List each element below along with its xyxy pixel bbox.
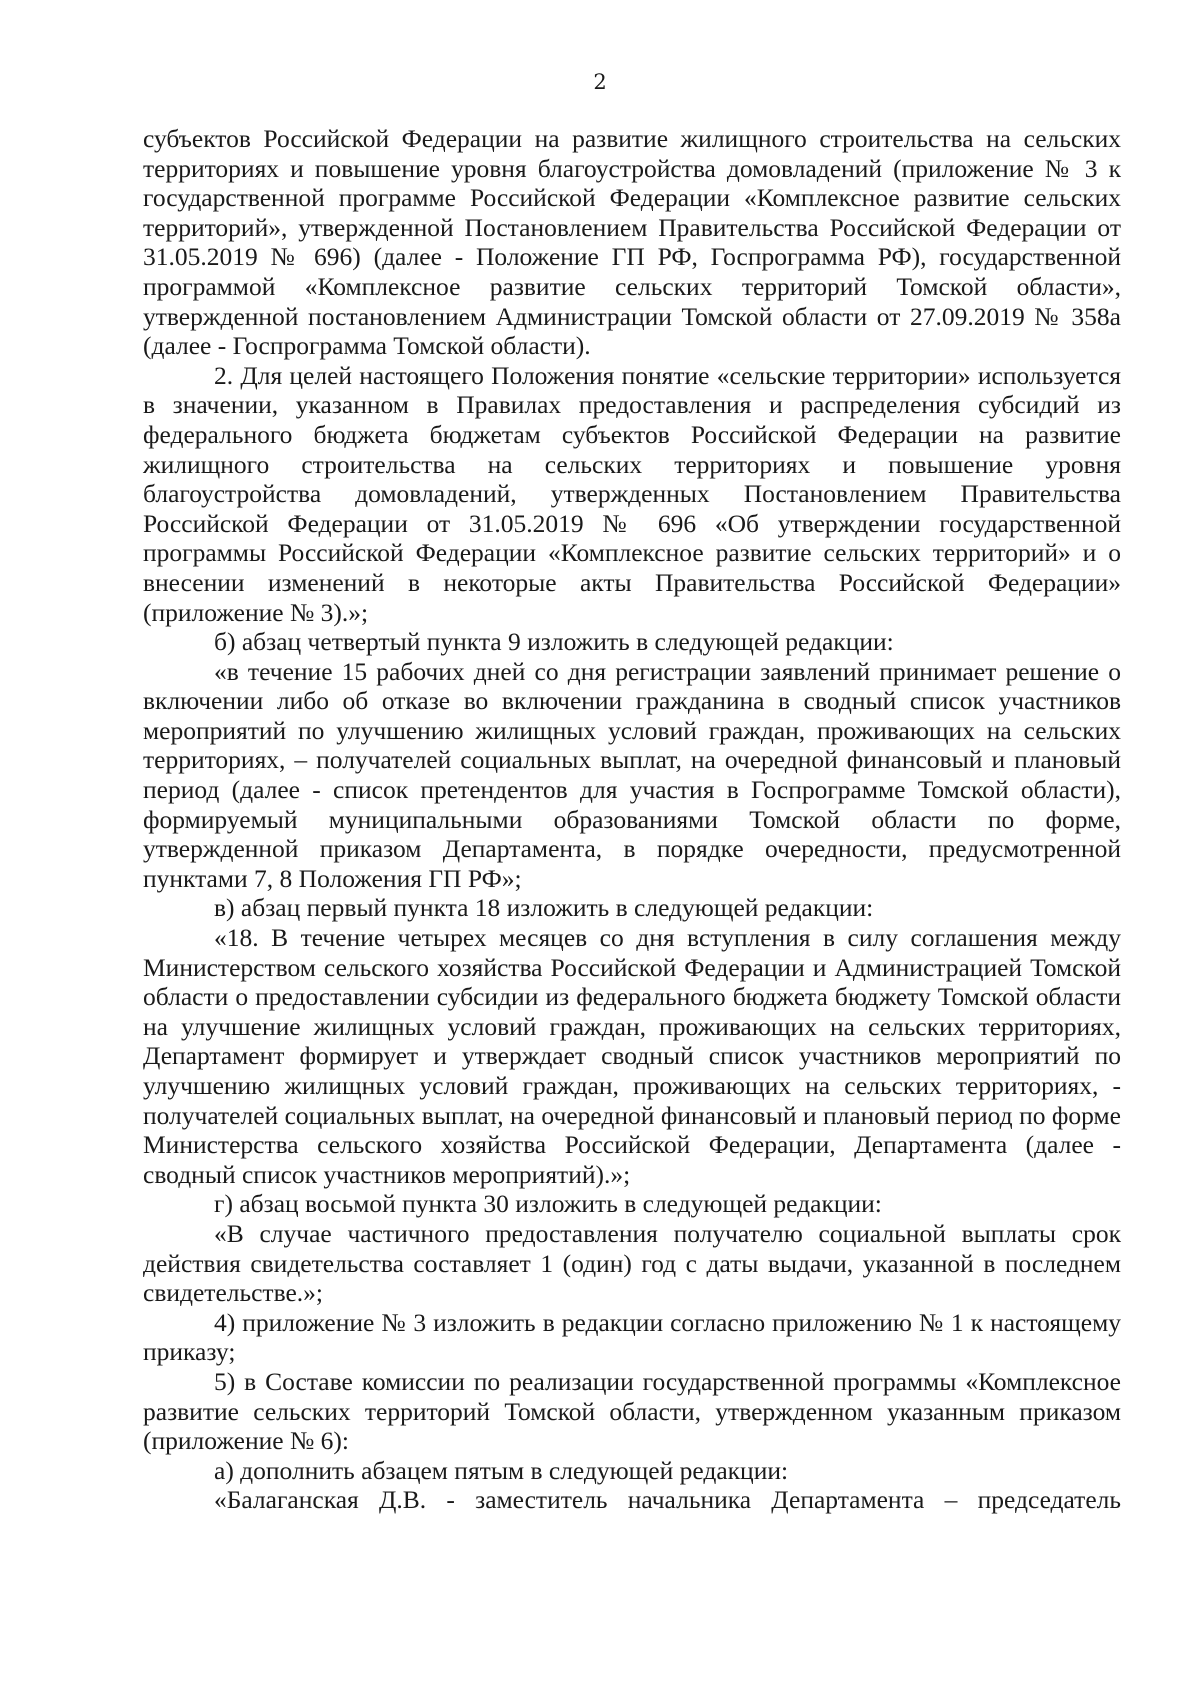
paragraph-quote-b: «в течение 15 рабочих дней со дня регистрации заявлений принимает решение о включении либо об отказе во включении гражданина в сводный список участников мероприятий по улучшению жилищных условий граждан, проживающих на сельских территориях, – получателей социальных выплат, на очередной финансовый и плановый период (далее - список претендентов для участия в Госпрограмме Томской области), формируемый муниципальными образованиями Томской области по форме, утвержденной приказом Департамента, в порядке очередности, предусмотренной пунктами 7, 8 Положения ГП РФ»; <box>143 656 1121 893</box>
paragraph-quote-v: «18. В течение четырех месяцев со дня вступления в силу соглашения между Министерством сельского хозяйства Российской Федерации и Администрацией Томской области о предоставлении субсидии из федерального бюджета бюджету Томской области на улучшение жилищных условий граждан, проживающих на сельских территориях, Департамент формирует и утверждает сводный список участников мероприятий по улучшению жилищных условий граждан, проживающих на сельских территориях, - получателей социальных выплат, на очередной финансовый и плановый период по форме Министерства сельского хозяйства Российской Федерации, Департамента (далее - сводный список участников мероприятий).»; <box>143 923 1121 1189</box>
paragraph-quote-g: «В случае частичного предоставления получателю социальной выплаты срок действия свидетельства составляет 1 (один) год с даты выдачи, указанной в последнем свидетельстве.»; <box>143 1218 1121 1308</box>
paragraph-quote-a: «Балаганская Д.В. - заместитель начальника Департамента – председатель <box>214 1485 1121 1515</box>
paragraph-subitem-g: г) абзац восьмой пункта 30 изложить в следующей редакции: <box>214 1189 882 1219</box>
paragraph-subitem-b: б) абзац четвертый пункта 9 изложить в следующей редакции: <box>214 627 894 657</box>
paragraph-item-4: 4) приложение № 3 изложить в редакции согласно приложению № 1 к настоящему приказу; <box>143 1307 1121 1367</box>
paragraph-item-2: 2. Для целей настоящего Положения понятие «сельские территории» используется в значении, указанном в Правилах предоставления и распределения субсидий из федерального бюджета бюджетам субъектов Российской Федерации на развитие жилищного строительства на сельских территориях и повышение уровня благоустройства домовладений, утвержденных Постановлением Правительства Российской Федерации от 31.05.2019 № 696 «Об утверждении государственной программы Российской Федерации «Комплексное развитие сельских территорий» и о внесении изменений в некоторые акты Правительства Российской Федерации» (приложение № 3).»; <box>143 360 1121 627</box>
page-number: 2 <box>593 70 607 94</box>
paragraph-item-5: 5) в Составе комиссии по реализации государственной программы «Комплексное развитие сельских территорий Томской области, утвержденном указанным приказом (приложение № 6): <box>143 1366 1121 1456</box>
paragraph-subitem-v: в) абзац первый пункта 18 изложить в следующей редакции: <box>214 893 874 923</box>
paragraph-subitem-a: а) дополнить абзацем пятым в следующей редакции: <box>214 1455 789 1485</box>
paragraph-continuation: субъектов Российской Федерации на развитие жилищного строительства на сельских территориях и повышение уровня благоустройства домовладений (приложение № 3 к государственной программе Российской Федерации «Комплексное развитие сельских территорий», утвержденной Постановлением Правительства Российской Федерации от 31.05.2019 № 696) (далее - Положение ГП РФ, Госпрограмма РФ), государственной программой «Комплексное развитие сельских территорий Томской области», утвержденной постановлением Администрации Томской области от 27.09.2019 № 358а (далее - Госпрограмма Томской области). <box>143 124 1121 361</box>
document-body <box>143 124 1121 1515</box>
